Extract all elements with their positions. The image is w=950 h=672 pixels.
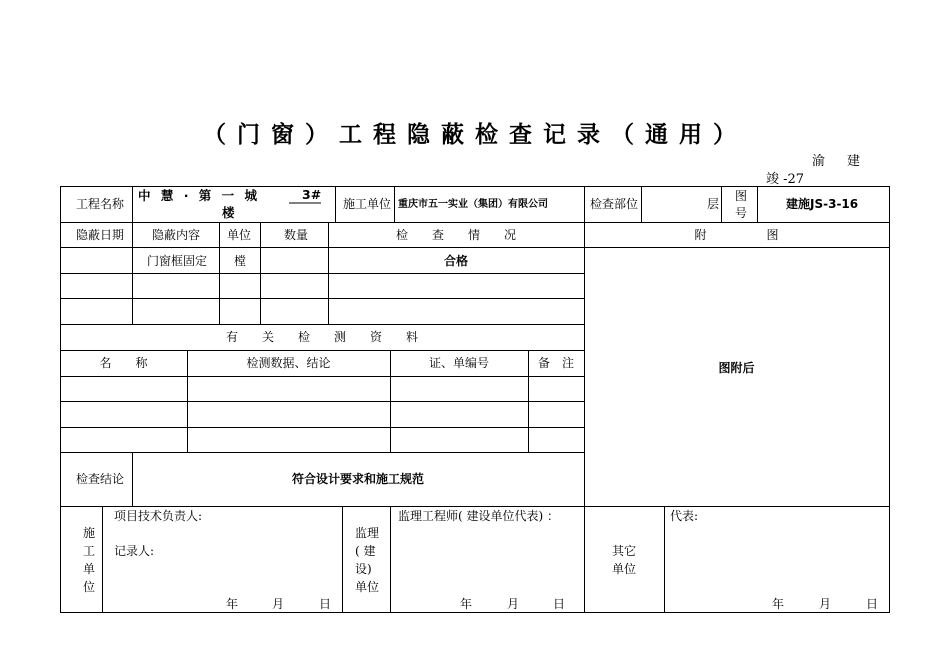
tech-lead-label: 项目技术负责人: <box>114 509 203 523</box>
sign-day-2: 日 <box>553 597 566 611</box>
representative-label: 代表: <box>670 509 699 523</box>
related-header: 有 关 检 测 资 料 <box>225 330 418 344</box>
related-col-cert: 证、单编号 <box>428 356 489 370</box>
sign-month-3: 月 <box>819 597 832 611</box>
inspection-part-label: 检查部位 <box>590 197 639 211</box>
col-content: 隐蔽内容 <box>152 228 201 242</box>
attached-note: 图附后 <box>718 361 755 375</box>
related-col-name: 名 称 <box>99 356 148 370</box>
construction-unit-char-3: 单 <box>83 562 96 576</box>
project-name-line1: 中 慧 · 第 一 城 <box>138 188 261 203</box>
project-name-label: 工程名称 <box>76 197 125 211</box>
sign-month-1: 月 <box>272 597 285 611</box>
sign-year-2: 年 <box>460 597 473 611</box>
related-col-remark: 备 注 <box>537 356 574 370</box>
row-content: 门窗框固定 <box>147 254 208 268</box>
supervision-unit-line-3: 设) <box>355 562 372 576</box>
construction-unit-value: 重庆市五一实业（集团）有限公司 <box>398 199 548 210</box>
supervisor-label: 监理工程师( 建设单位代表) ： <box>398 509 559 523</box>
drawing-no-label-2: 号 <box>735 206 748 220</box>
recorder-label: 记录人: <box>114 544 155 558</box>
construction-unit-char-1: 施 <box>83 526 96 540</box>
sign-year-3: 年 <box>772 597 785 611</box>
drawing-no-label-1: 图 <box>735 189 748 203</box>
floor-label: 层 <box>707 197 720 211</box>
project-building: 3# <box>302 187 322 202</box>
row-unit: 樘 <box>234 254 247 268</box>
row-situation: 合格 <box>443 254 468 268</box>
conclusion-value: 符合设计要求和施工规范 <box>291 472 424 486</box>
col-unit: 单位 <box>227 228 252 242</box>
drawing-no-value: 建施JS-3-16 <box>786 197 859 211</box>
construction-unit-label: 施工单位 <box>343 197 392 211</box>
supervision-unit-line-1: 监理 <box>355 526 380 540</box>
construction-unit-char-4: 位 <box>83 580 96 594</box>
col-situation: 检 查 情 况 <box>395 228 516 242</box>
other-unit-line-1: 其它 <box>612 544 637 558</box>
col-quantity: 数量 <box>284 228 309 242</box>
supervision-unit-line-4: 单位 <box>355 580 380 594</box>
doc-code-line2: 竣 -27 <box>766 172 805 187</box>
doc-code-line1: 渝建 <box>812 154 883 169</box>
other-unit-line-2: 单位 <box>612 562 637 576</box>
conclusion-label: 检查结论 <box>76 472 125 486</box>
col-attached: 附 图 <box>694 228 779 242</box>
project-name-line2: 楼 <box>222 205 235 220</box>
sign-month-2: 月 <box>507 597 520 611</box>
sign-year-1: 年 <box>226 597 239 611</box>
supervision-unit-line-2: ( 建 <box>355 544 376 558</box>
col-date: 隐蔽日期 <box>76 228 125 242</box>
related-col-data: 检测数据、结论 <box>246 356 331 370</box>
page-title: （门窗）工程隐蔽检查记录（通用） <box>203 122 747 148</box>
sign-day-3: 日 <box>866 597 879 611</box>
construction-unit-char-2: 工 <box>83 544 96 558</box>
sign-day-1: 日 <box>319 597 332 611</box>
